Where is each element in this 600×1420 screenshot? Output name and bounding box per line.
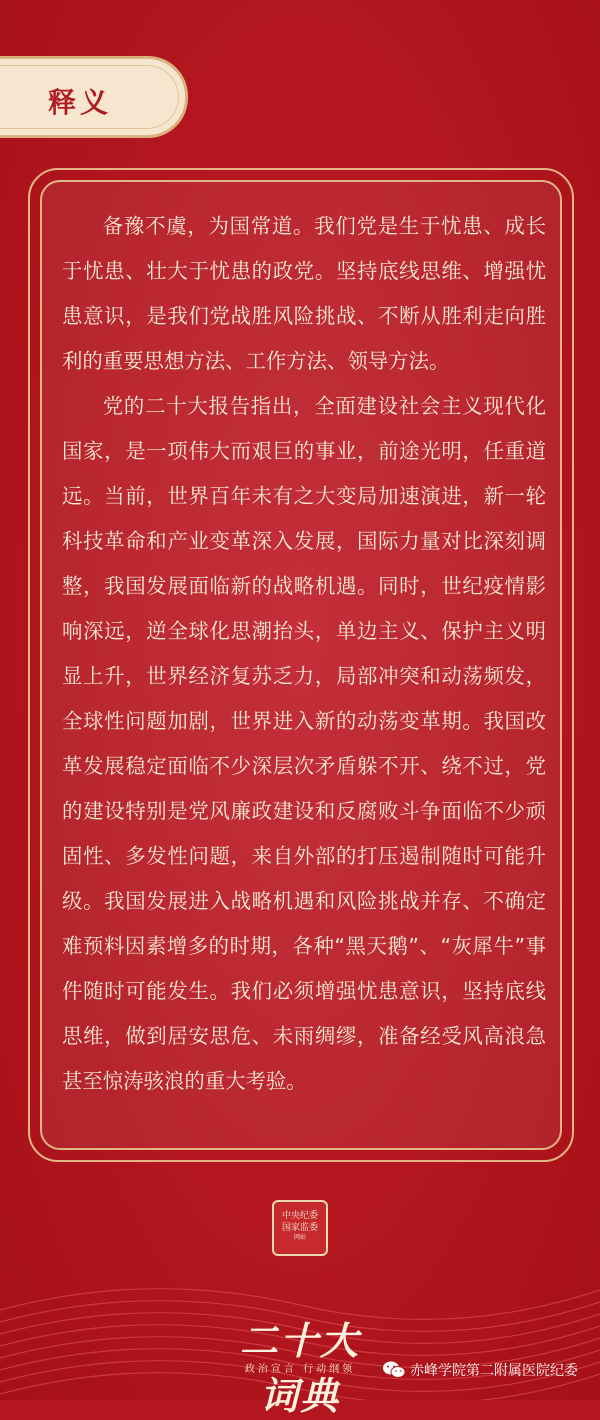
- watermark-text: 赤峰学院第二附属医院纪委: [410, 1363, 578, 1379]
- dictionary-logo: [222, 1310, 378, 1418]
- seal-line-3: 网站: [293, 1234, 306, 1241]
- seal-line-1: 中央纪委: [281, 1211, 318, 1221]
- section-tab: [0, 56, 188, 138]
- paragraph-2: 党的二十大报告指出，全面建设社会主义现代化国家，是一项伟大而艰巨的事业，前途光明，任重道远。当前，世界百年未有之大变局加速演进，新一轮科技革命和产业变革深入发展，国际力量对比深刻调整，我国发展面临新的战略机遇。同时，世纪疫情影响深远，逆全球化思潮抬头，单边主义、保护主义明显上升，世界经济复苏乏力，局部冲突和动荡频发，全球性问题加剧，世界进入新的动荡变革期。我国改革发展稳定面临不少深层次矛盾躲不开、绕不过，党的建设特别是党风廉政建设和反腐败斗争面临不少顽固性、多发性问题，来自外部的打压遏制随时可能升级。我国发展进入战略机遇和风险挑战并存、不确定难预料因素增多的时期，各种“黑天鹅”、“灰犀牛”事件随时可能发生。我们必须增强忧患意识，坚持底线思维，做到居安思危、未雨绸缪，准备经受风高浪急甚至惊涛骇浪的重大考验。: [62, 394, 546, 1093]
- section-title: 释义: [48, 86, 113, 119]
- wechat-icon: [382, 1360, 406, 1380]
- logo-subtitle: 政治宣言 行动纲领: [244, 1364, 356, 1375]
- seal-line-2: 国家监委: [281, 1223, 318, 1233]
- logo-title: 二十大词典: [239, 1318, 360, 1418]
- seal-logo: [272, 1200, 328, 1256]
- text-content: [62, 204, 546, 1104]
- paragraph-1: 备豫不虞，为国常道。我们党是生于忧患、成长于忧患、壮大于忧患的政党。坚持底线思维、增强忧患意识，是我们党战胜风险挑战、不断从胜利走向胜利的重要思想方法、工作方法、领导方法。: [62, 214, 546, 373]
